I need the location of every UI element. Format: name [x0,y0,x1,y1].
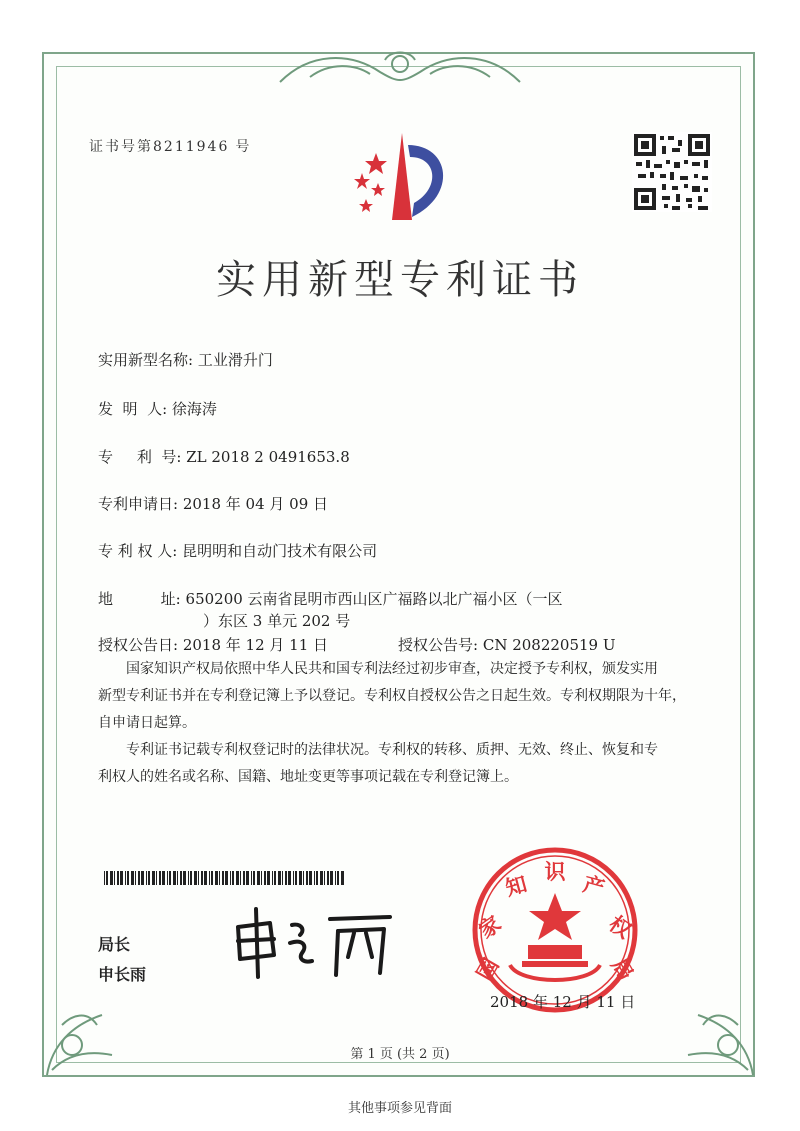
certificate-title: 实用新型专利证书 [216,257,584,303]
svg-text:产: 产 [580,871,608,901]
svg-text:国: 国 [472,954,504,985]
legal-status-paragraph [98,737,704,791]
bottom-left-ornament [42,985,132,1080]
patentee-value: 昆明明和自动门技术有限公司 [182,542,378,560]
see-reverse-note: 其他事项参见背面 [347,1101,452,1116]
utility-model-name-label: 实用新型名称: [98,351,194,369]
svg-text:知: 知 [502,871,530,901]
official-seal-stamp [470,845,640,1015]
address-row [98,588,563,609]
filing-date-label: 专利申请日: [98,495,179,513]
certificate-number [89,136,251,156]
svg-text:权: 权 [604,911,636,944]
grant-statement-paragraph [98,656,704,737]
svg-text:家: 家 [474,911,506,944]
director-title: 局长 [98,935,131,954]
utility-model-name-row [98,349,273,370]
filing-date-row [98,493,328,514]
grant-number-row [398,634,616,655]
address-label: 地 址: [98,590,181,608]
grant-date-label: 授权公告日: [98,636,179,654]
address-continuation [203,610,350,631]
paragraph-1-line-2: 新型专利证书并在专利登记簿上予以登记。专利权自授权公告之日起生效。专利权期限为十年， [98,688,686,704]
handwritten-signature [230,905,400,980]
paragraph-1-line-1: 国家知识产权局依照中华人民共和国专利法经过初步审查，决定授予专利权，颁发实用 [126,661,658,677]
barcode-icon [104,871,344,885]
patent-number-label: 专 利 号: [98,448,182,466]
cert-no-suffix: 号 [235,139,252,155]
director-name: 申长雨 [98,965,147,984]
filing-date-value: 2018 年 04 月 09 日 [182,495,329,513]
cnipa-logo-icon [340,125,460,225]
patent-number-row [98,446,350,467]
grant-number-value: CN 208220519 U [482,636,616,654]
inventor-value: 徐海涛 [171,400,217,418]
address-line-1: 650200 云南省昆明市西山区广福路以北广福小区（一区 [185,590,563,608]
svg-text:识: 识 [544,860,566,884]
page-number: 第 1 页 (共 2 页) [350,1047,450,1062]
grant-number-label: 授权公告号: [398,636,479,654]
grant-date-row [98,634,328,655]
bottom-right-ornament [668,985,758,1080]
cert-no-value: 8211946 [153,139,230,155]
grant-date-value: 2018 年 12 月 11 日 [182,636,329,654]
paragraph-2-line-2: 利权人的姓名或名称、国籍、地址变更等事项记载在专利登记簿上。 [98,769,518,785]
top-ornament [270,42,530,92]
address-line-2: ）东区 3 单元 202 号 [203,612,351,630]
seal-date: 2018 年 12 月 11 日 [490,993,636,1011]
svg-text:局: 局 [606,954,638,985]
paragraph-1-line-3: 自申请日起算。 [98,715,196,731]
utility-model-name-value: 工业滑升门 [197,351,273,369]
patentee-label: 专 利 权 人: [98,542,178,560]
inventor-row [98,398,217,419]
qr-code-icon [632,132,712,212]
patentee-row [98,540,377,561]
paragraph-2-line-1: 专利证书记载专利权登记时的法律状况。专利权的转移、质押、无效、终止、恢复和专 [126,742,658,758]
patent-number-value: ZL 2018 2 0491653.8 [186,448,350,466]
inventor-label: 发 明 人: [98,400,168,418]
cert-no-label: 证书号第 [89,139,153,155]
